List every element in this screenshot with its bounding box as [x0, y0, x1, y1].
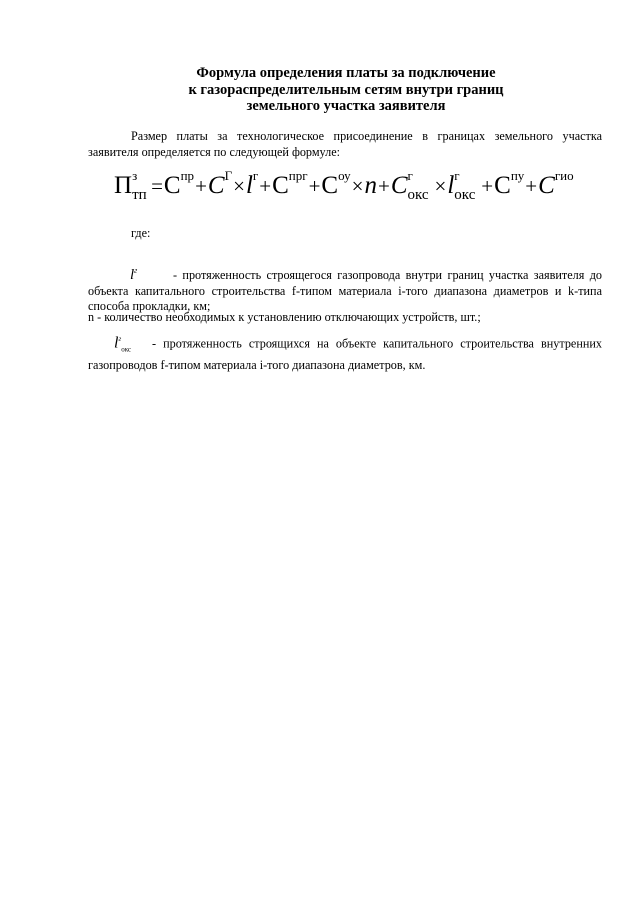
formula-times: × — [434, 174, 447, 198]
formula-term-c-pr: С — [163, 172, 181, 199]
formula-plus: + — [481, 174, 494, 198]
formula-sup-g-upper: Г — [224, 168, 233, 183]
formula-plus: + — [259, 174, 272, 198]
definition-symbol-main: l — [130, 267, 135, 283]
definition-symbol — [88, 332, 152, 358]
title-line-3: земельного участка заявителя — [246, 98, 446, 114]
formula-term-c-g: C — [207, 172, 225, 199]
formula-term-l: l — [245, 172, 253, 199]
definition-symbol-sup: г — [118, 335, 122, 343]
formula-term-c-pu: С — [494, 172, 511, 199]
formula-term-c-prg: С — [272, 172, 289, 199]
fee-formula — [114, 168, 604, 220]
formula-sup-prg: прг — [288, 168, 308, 183]
definition-symbol-sup: г — [134, 266, 138, 275]
document-title — [90, 65, 602, 115]
formula-lhs-sub: тп — [132, 187, 147, 203]
definition-item — [88, 263, 602, 315]
formula-plus: + — [525, 174, 538, 198]
formula-sup-gio: гио — [554, 168, 574, 183]
title-line-1: Формула определения платы за подключение — [196, 65, 496, 81]
intro-paragraph — [88, 129, 602, 160]
formula-plus: + — [377, 174, 390, 198]
formula-equals: = — [151, 174, 163, 198]
intro-text: Размер платы за технологическое присоединение в границах земельного участка заявителя определяется по следующей формуле: — [88, 129, 602, 159]
formula-sup-pu: пу — [510, 168, 525, 183]
definition-text: - протяженность строящихся на объекте капитального строительства внутренних газопроводов f-типом материала i-того диапазона диаметров, км. — [88, 336, 602, 373]
formula-sup-pr: пр — [180, 168, 195, 183]
definition-item — [88, 332, 602, 374]
formula-term-n: n — [364, 172, 377, 199]
formula-sup-g: г — [252, 168, 259, 183]
formula-times: × — [233, 174, 245, 198]
definition-item — [88, 310, 602, 326]
title-line-2: к газораспределительным сетям внутри границ — [188, 81, 504, 98]
formula-lhs-sup: з — [132, 168, 138, 183]
formula-times: × — [351, 174, 364, 198]
formula-plus: + — [195, 174, 207, 198]
formula-term-c-oks: C — [390, 172, 408, 199]
formula-term-l-oks: l — [447, 172, 455, 199]
formula-l-oks-sub: окс — [454, 187, 476, 203]
formula-lhs: П — [114, 172, 133, 199]
definition-text: - протяженность строящегося газопровода внутри границ участка заявителя до объекта капитального строительства f-типом материала i-того диапазона диаметров и k-типа способа прокладки, км; — [88, 268, 602, 313]
formula-plus: + — [308, 174, 321, 198]
definition-text: n - количество необходимых к установлению отключающих устройств, шт.; — [88, 310, 481, 324]
where-label: где: — [131, 226, 151, 240]
formula-l-oks-sup: г — [454, 168, 460, 183]
formula-c-oks-sup: г — [407, 168, 413, 183]
formula-term-c-gio: C — [538, 172, 555, 199]
formula-sup-ou: оу — [338, 168, 351, 183]
definition-symbol-main: l — [114, 334, 119, 352]
formula-c-oks-sub: окс — [407, 187, 429, 203]
definition-symbol-sub: окс — [121, 345, 132, 354]
formula-term-c-ou: С — [321, 172, 339, 199]
definition-symbol — [88, 263, 173, 284]
